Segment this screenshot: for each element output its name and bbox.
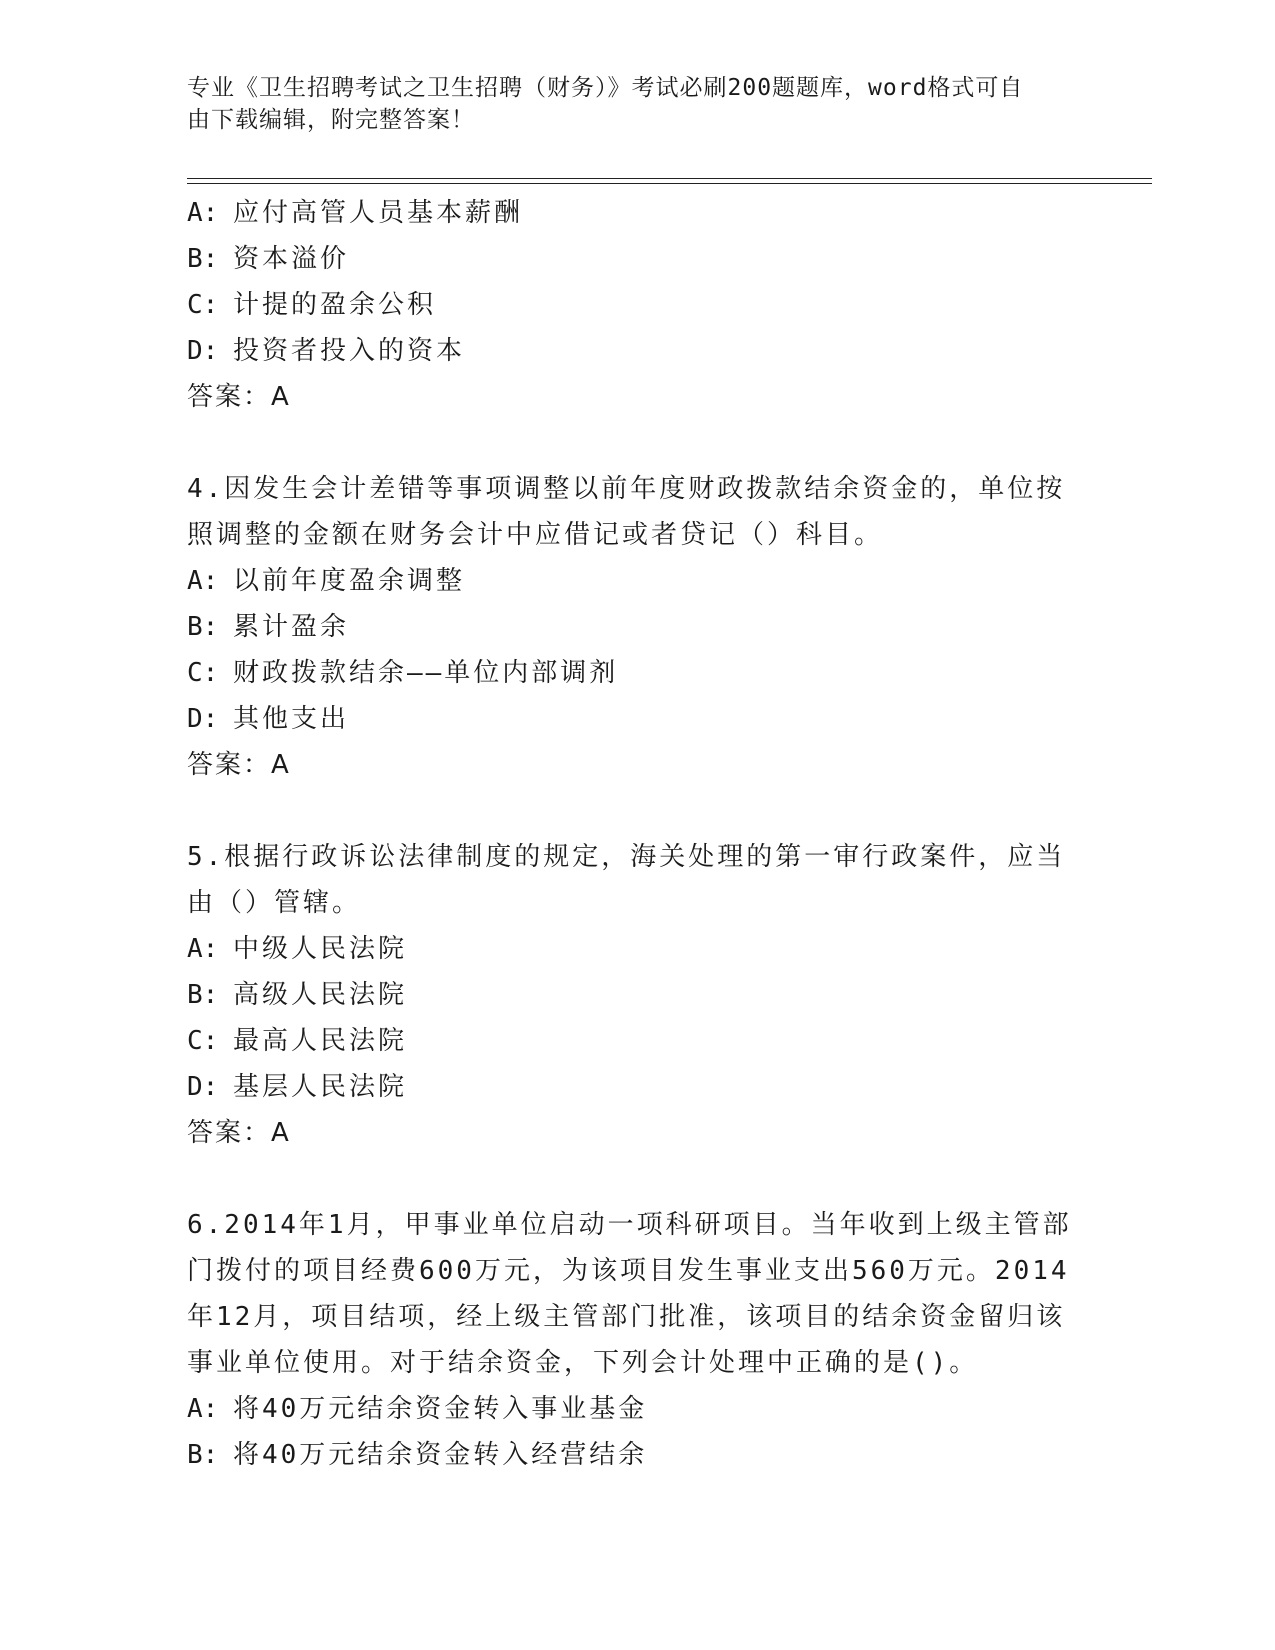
- question-4: [187, 466, 1087, 788]
- question-text: 事业单位使用。对于结余资金，下列会计处理中正确的是()。: [187, 1348, 979, 1378]
- option-b: B: 将40万元结余资金转入经营结余: [187, 1440, 648, 1470]
- option-d: D: 其他支出: [187, 704, 350, 734]
- question-text: 年12月，项目结项，经上级主管部门批准，该项目的结余资金留归该: [187, 1302, 1066, 1332]
- question-3: [187, 190, 1087, 420]
- question-text: 6.2014年1月，甲事业单位启动一项科研项目。当年收到上级主管部: [187, 1210, 1072, 1240]
- header-divider-top: [187, 178, 1152, 179]
- answer: 答案：A: [187, 382, 291, 412]
- spacer: [187, 788, 1087, 834]
- header-divider-bottom: [187, 183, 1152, 184]
- answer: 答案：A: [187, 750, 291, 780]
- option-c: C: 财政拨款结余——单位内部调剂: [187, 658, 619, 688]
- question-text: 照调整的金额在财务会计中应借记或者贷记（）科目。: [187, 520, 884, 550]
- option-d: D: 投资者投入的资本: [187, 336, 466, 366]
- option-a: A: 中级人民法院: [187, 934, 408, 964]
- question-5: [187, 834, 1087, 1156]
- option-a: A: 将40万元结余资金转入事业基金: [187, 1394, 648, 1424]
- question-text: 5.根据行政诉讼法律制度的规定，海关处理的第一审行政案件，应当: [187, 842, 1066, 872]
- option-b: B: 累计盈余: [187, 612, 350, 642]
- option-a: A: 应付高管人员基本薪酬: [187, 198, 524, 228]
- question-6: [187, 1202, 1087, 1478]
- option-c: C: 最高人民法院: [187, 1026, 408, 1056]
- option-c: C: 计提的盈余公积: [187, 290, 437, 320]
- header-line-1: 专业《卫生招聘考试之卫生招聘（财务）》考试必刷200题题库，word格式可自: [187, 75, 1024, 101]
- document-header: [187, 72, 1067, 136]
- spacer: [187, 1156, 1087, 1202]
- answer: 答案：A: [187, 1118, 291, 1148]
- option-a: A: 以前年度盈余调整: [187, 566, 466, 596]
- question-text: 由（）管辖。: [187, 888, 362, 918]
- option-d: D: 基层人民法院: [187, 1072, 408, 1102]
- header-line-2: 由下载编辑，附完整答案！: [187, 107, 475, 133]
- question-text: 门拨付的项目经费600万元，为该项目发生事业支出560万元。2014: [187, 1256, 1070, 1286]
- option-b: B: 高级人民法院: [187, 980, 408, 1010]
- option-b: B: 资本溢价: [187, 244, 350, 274]
- question-list: [187, 190, 1087, 1478]
- question-text: 4.因发生会计差错等事项调整以前年度财政拨款结余资金的，单位按: [187, 474, 1066, 504]
- spacer: [187, 420, 1087, 466]
